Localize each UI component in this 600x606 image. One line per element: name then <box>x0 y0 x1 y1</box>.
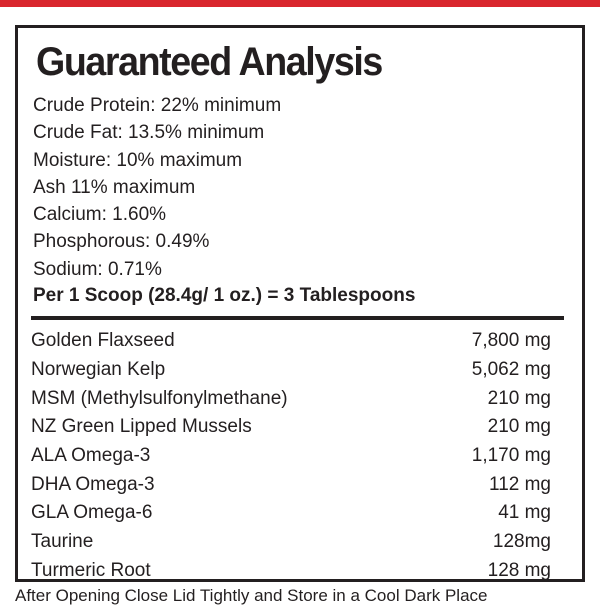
analysis-line: Moisture: 10% maximum <box>33 149 243 171</box>
analysis-line: Calcium: 1.60% <box>33 204 167 226</box>
analysis-line: Ash 11% maximum <box>33 176 196 198</box>
divider-rule <box>31 316 564 320</box>
serving-size: Per 1 Scoop (28.4g/ 1 oz.) = 3 Tablespoons <box>33 285 416 306</box>
ingredient-row <box>31 557 551 586</box>
ingredient-name: Norwegian Kelp <box>31 359 166 381</box>
ingredient-row <box>31 470 551 499</box>
ingredient-row <box>31 528 551 557</box>
storage-instructions: After Opening Close Lid Tightly and Store in a Cool Dark Place <box>15 586 488 605</box>
analysis-line: Crude Protein: 22% minimum <box>33 95 282 116</box>
ingredient-amount: 1,170 mg <box>471 445 551 467</box>
ingredient-amount: 41 mg <box>498 502 551 524</box>
ingredient-name: DHA Omega-3 <box>31 473 155 495</box>
ingredient-name: ALA Omega-3 <box>31 445 151 467</box>
ingredient-row <box>31 413 551 442</box>
ingredient-amount: 112 mg <box>489 473 551 495</box>
analysis-line: Sodium: 0.71% <box>33 258 162 280</box>
ingredient-row <box>31 442 551 471</box>
ingredient-name: GLA Omega-6 <box>31 502 153 524</box>
ingredient-name: NZ Green Lipped Mussels <box>31 416 252 438</box>
ingredient-amount: 128 mg <box>487 559 551 581</box>
ingredient-row <box>31 384 551 413</box>
ingredient-row <box>31 499 551 528</box>
panel-title: Guaranteed Analysis <box>36 40 382 84</box>
analysis-line: Crude Fat: 13.5% minimum <box>33 122 265 144</box>
guaranteed-analysis-panel <box>15 25 585 582</box>
ingredient-amount: 210 mg <box>487 387 551 409</box>
analysis-line: Phosphorous: 0.49% <box>33 231 210 253</box>
ingredient-name: Golden Flaxseed <box>31 330 175 352</box>
ingredient-name: MSM (Methylsulfonylmethane) <box>31 387 288 409</box>
ingredient-amount: 5,062 mg <box>471 359 551 381</box>
ingredient-row <box>31 327 551 356</box>
ingredient-amount: 128mg <box>492 531 551 553</box>
ingredient-name: Turmeric Root <box>31 559 151 581</box>
ingredient-name: Taurine <box>31 531 94 553</box>
analysis-list <box>33 92 281 283</box>
ingredient-amount: 210 mg <box>487 416 551 438</box>
ingredient-row <box>31 356 551 385</box>
ingredient-table <box>31 327 551 585</box>
ingredient-amount: 7,800 mg <box>471 330 551 352</box>
top-accent-strip <box>0 0 600 7</box>
